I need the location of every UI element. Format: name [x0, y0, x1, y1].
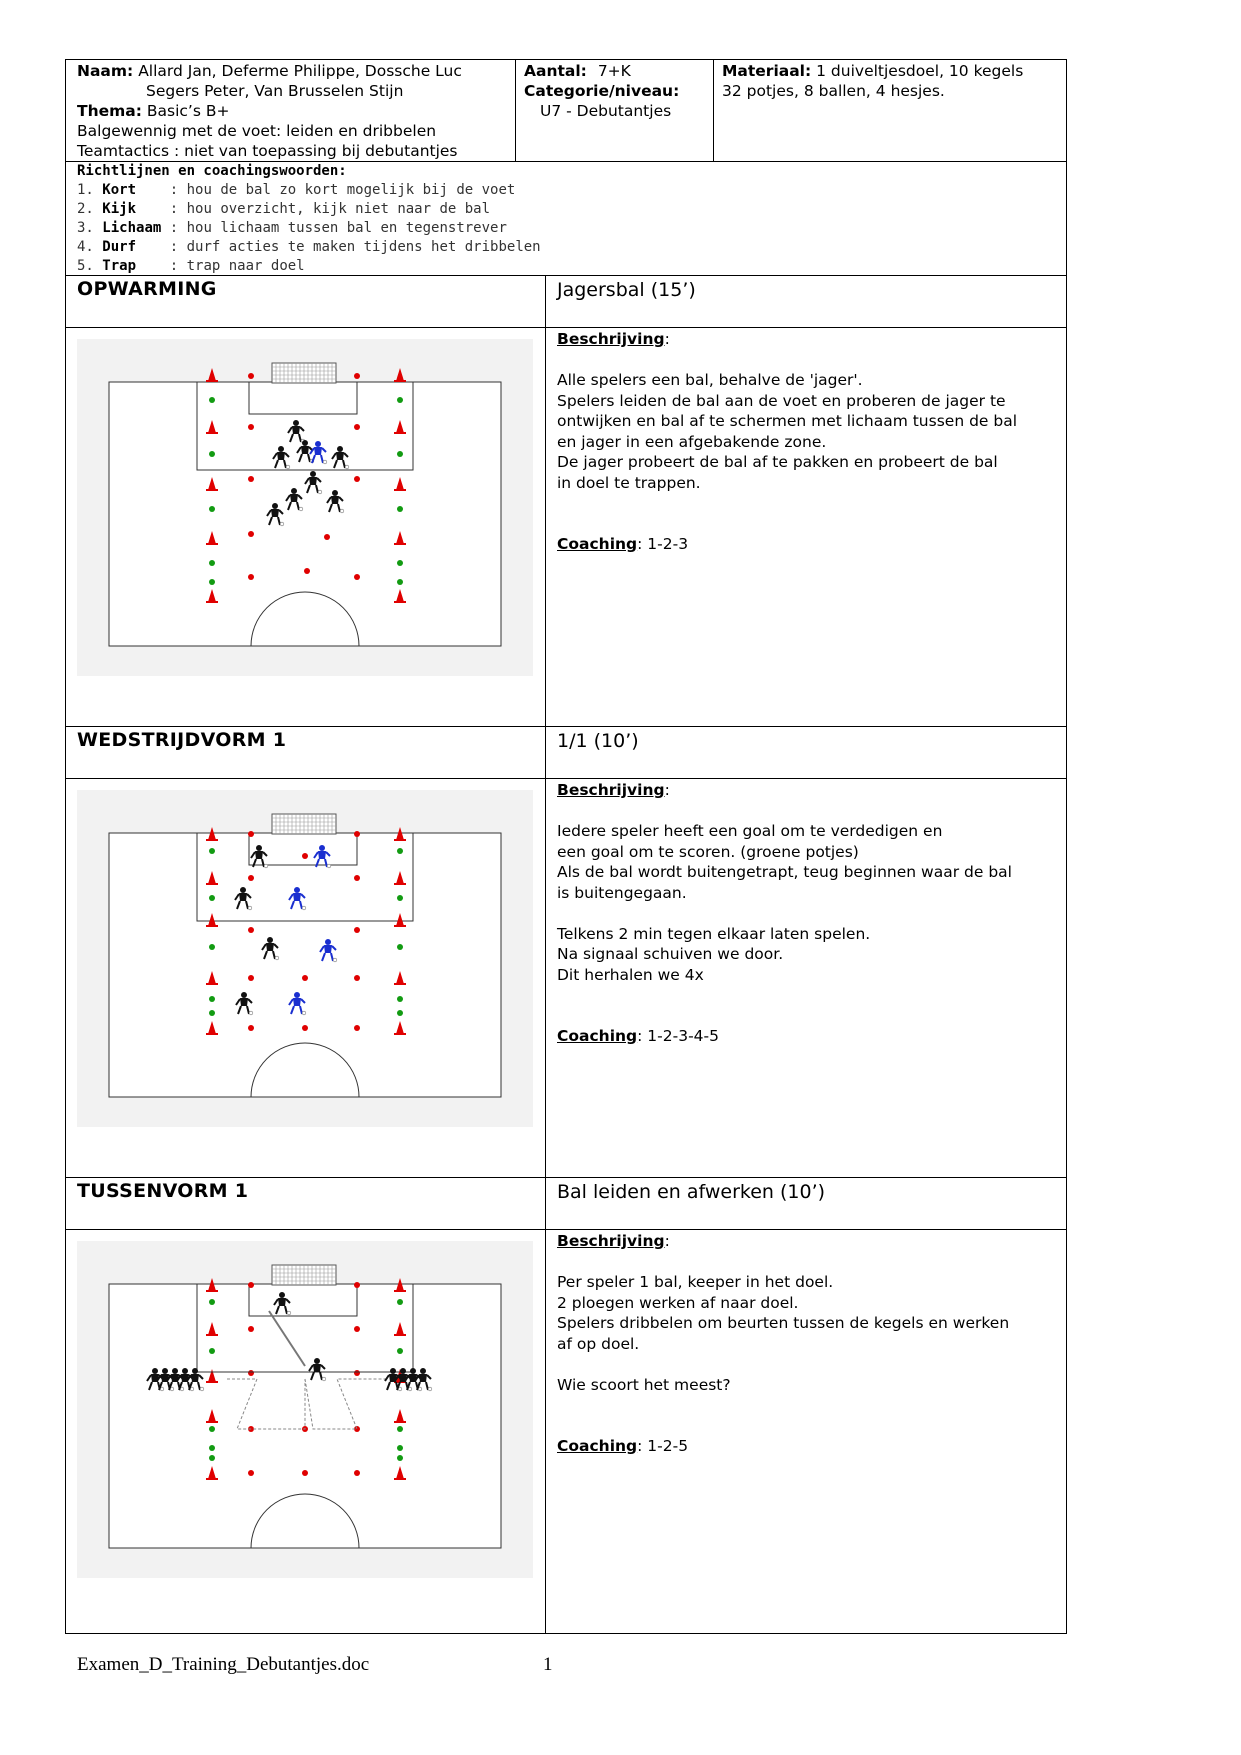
guideline-number: 3.: [77, 220, 103, 236]
section3-title-bottom: [65, 1229, 1067, 1230]
description-line: een goal om te scoren. (groene potjes): [557, 842, 859, 861]
goal-net-icon: [272, 814, 336, 834]
naam-line: [77, 61, 462, 81]
description-line: Wie scoort het meest?: [557, 1375, 731, 1394]
coaching-value: : 1-2-3: [637, 535, 689, 553]
guideline-item: [77, 257, 305, 276]
description-line: De jager probeert de bal af te pakken en probeert de bal: [557, 453, 998, 471]
cone-base-icon: [394, 1290, 406, 1292]
green-pot-marker: [397, 1455, 403, 1461]
cone-base-icon: [206, 883, 218, 885]
guideline-text: : hou de bal zo kort mogelijk bij de voet: [161, 182, 516, 198]
green-pot-marker: [397, 1426, 403, 1432]
green-pot-marker: [397, 1445, 403, 1451]
red-pot-marker: [354, 373, 360, 379]
guideline-item: [77, 238, 541, 257]
red-pot-marker: [302, 1025, 308, 1031]
pitch-outline: [109, 833, 501, 1097]
red-pot-marker: [248, 531, 254, 537]
cone-icon: [396, 368, 404, 381]
cone-base-icon: [394, 925, 406, 927]
green-pot-marker: [209, 848, 215, 854]
green-pot-marker: [209, 1445, 215, 1451]
cone-icon: [208, 368, 216, 381]
cone-base-icon: [394, 543, 406, 545]
guideline-number: 5.: [77, 258, 103, 274]
cone-base-icon: [394, 983, 406, 985]
drill-diagram-tussenvorm: [77, 1241, 533, 1578]
goal-net-icon: [272, 1265, 336, 1285]
cone-base-icon: [206, 432, 218, 434]
coaching-label: Coaching: [557, 1027, 638, 1045]
description-label: Beschrijving: [557, 781, 665, 799]
cone-base-icon: [206, 983, 218, 985]
pitch-outline: [109, 1284, 501, 1548]
categorie-label: Categorie/niveau:: [524, 82, 680, 100]
description-tussenvorm: Beschrijving: Per speler 1 bal, keeper in het doel. 2 ploegen werken af naar doel. Spelers dribbelen om beurten tussen de kegels en werken af op doel. Wie scoort het meest? Coaching: 1-2-5: [557, 1231, 1057, 1457]
section-title-tussenvorm: TUSSENVORM 1: [77, 1180, 249, 1202]
red-pot-marker: [248, 373, 254, 379]
cone-base-icon: [206, 601, 218, 603]
aantal-value: 7+K: [597, 62, 631, 80]
green-pot-marker: [397, 944, 403, 950]
cone-base-icon: [394, 432, 406, 434]
red-pot-marker: [248, 1282, 254, 1288]
naam-label: Naam:: [77, 62, 134, 80]
section2-title-bottom: [65, 778, 1067, 779]
section-time-wedstrijdvorm: 1/1 (10’): [557, 730, 639, 752]
section-title-wedstrijdvorm: WEDSTRIJDVORM 1: [77, 729, 287, 751]
header-col-divider-2: [713, 59, 714, 162]
red-pot-marker: [354, 875, 360, 881]
description-line: Alle spelers een bal, behalve de 'jager'.: [557, 371, 863, 389]
description-label: Beschrijving: [557, 330, 665, 348]
guidelines-title: Richtlijnen en coachingswoorden:: [77, 163, 347, 179]
cone-base-icon: [394, 489, 406, 491]
description-line: Spelers dribbelen om beurten tussen de kegels en werken: [557, 1314, 1010, 1332]
green-pot-marker: [397, 1010, 403, 1016]
table-border-right: [1066, 59, 1067, 1634]
cone-base-icon: [206, 839, 218, 841]
section2-bottom: [65, 1177, 1067, 1178]
red-pot-marker: [248, 927, 254, 933]
green-pot-marker: [397, 996, 403, 1002]
guideline-text: : trap naar doel: [161, 258, 305, 274]
description-wedstrijdvorm: Beschrijving: Iedere speler heeft een goal om te verdedigen en een goal om te scoren. (groene potjes) Als de bal wordt buitengetrapt, teug beginnen waar de bal is buitengegaan. Telkens 2 min tegen elkaar laten spelen. Na signaal schuiven we door. Dit herhalen we 4x Coaching: 1-2-3-4-5: [557, 780, 1057, 1047]
cone-base-icon: [394, 1033, 406, 1035]
cone-base-icon: [394, 1421, 406, 1423]
guideline-keyword: Lichaam: [102, 220, 162, 236]
guideline-text: : hou lichaam tussen bal en tegenstrever: [161, 220, 507, 236]
green-pot-marker: [397, 1299, 403, 1305]
red-pot-marker: [354, 1282, 360, 1288]
cone-base-icon: [394, 1478, 406, 1480]
section-title-opwarming: OPWARMING: [77, 278, 217, 300]
cone-base-icon: [394, 380, 406, 382]
cone-base-icon: [206, 1334, 218, 1336]
red-pot-marker: [354, 927, 360, 933]
red-pot-marker: [354, 574, 360, 580]
red-pot-marker: [248, 975, 254, 981]
cone-base-icon: [206, 925, 218, 927]
thema-label: Thema:: [77, 102, 142, 120]
balgewenning-line: Balgewennig met de voet: leiden en dribbelen: [77, 122, 437, 140]
red-pot-marker: [248, 875, 254, 881]
aantal-label: Aantal:: [524, 62, 587, 80]
coaching-label: Coaching: [557, 1437, 638, 1455]
description-line: [557, 1354, 1057, 1375]
red-pot-marker: [248, 574, 254, 580]
cone-base-icon: [394, 839, 406, 841]
description-text: [557, 821, 1057, 985]
section-time-opwarming: Jagersbal (15’): [557, 279, 696, 301]
green-pot-marker: [209, 895, 215, 901]
green-pot-marker: [397, 506, 403, 512]
section-time-tussenvorm: Bal leiden en afwerken (10’): [557, 1181, 826, 1203]
description-line: Telkens 2 min tegen elkaar laten spelen.: [557, 924, 871, 943]
guideline-keyword: Kijk: [102, 201, 162, 217]
description-line: en jager in een afgebakende zone.: [557, 432, 827, 451]
guideline-item: [77, 200, 490, 219]
red-pot-marker: [354, 424, 360, 430]
green-pot-marker: [209, 996, 215, 1002]
sections-col-divider: [545, 275, 546, 1634]
thema-value: Basic’s B+: [146, 102, 230, 120]
red-pot-marker: [248, 1370, 254, 1376]
materiaal-line-2: 32 potjes, 8 ballen, 4 hesjes.: [722, 82, 945, 100]
goal-net-icon: [272, 363, 336, 383]
red-pot-marker: [354, 831, 360, 837]
section1-bottom: [65, 726, 1067, 727]
description-line: [557, 903, 1057, 924]
description-line: Als de bal wordt buitengetrapt, teug beginnen waar de bal: [557, 863, 1012, 881]
cone-base-icon: [206, 1381, 218, 1383]
table-border-bottom: [65, 1633, 1067, 1634]
green-pot-marker: [209, 944, 215, 950]
red-pot-marker: [304, 568, 310, 574]
green-pot-marker: [209, 1299, 215, 1305]
description-text: [557, 1272, 1057, 1395]
red-pot-marker: [248, 1326, 254, 1332]
green-pot-marker: [209, 1426, 215, 1432]
cone-base-icon: [394, 601, 406, 603]
red-pot-marker: [354, 1370, 360, 1376]
guideline-item: [77, 181, 515, 200]
description-label: Beschrijving: [557, 1232, 665, 1250]
red-pot-marker: [248, 1025, 254, 1031]
description-line: Spelers leiden de bal aan de voet en proberen de jager te: [557, 391, 1006, 410]
naam-line-2: Segers Peter, Van Brusselen Stijn: [146, 82, 404, 100]
materiaal-value: 1 duiveltjesdoel, 10 kegels: [816, 62, 1024, 80]
cone-base-icon: [394, 883, 406, 885]
description-line: Dit herhalen we 4x: [557, 965, 704, 984]
red-pot-marker: [302, 1470, 308, 1476]
description-line: Per speler 1 bal, keeper in het doel.: [557, 1273, 834, 1291]
guideline-number: 2.: [77, 201, 103, 217]
materiaal-line: [722, 61, 1023, 81]
cone-base-icon: [206, 543, 218, 545]
coaching-label: Coaching: [557, 535, 638, 553]
description-line: is buitengegaan.: [557, 883, 687, 902]
guideline-text: : hou overzicht, kijk niet naar de bal: [161, 201, 491, 217]
green-pot-marker: [397, 397, 403, 403]
section1-title-bottom: [65, 327, 1067, 328]
red-pot-marker: [248, 831, 254, 837]
green-pot-marker: [397, 895, 403, 901]
cone-base-icon: [206, 1033, 218, 1035]
red-pot-marker: [248, 424, 254, 430]
green-pot-marker: [209, 579, 215, 585]
table-border-top: [65, 59, 1067, 60]
cone-base-icon: [394, 1334, 406, 1336]
footer-filename: Examen_D_Training_Debutantjes.doc: [77, 1654, 370, 1675]
red-pot-marker: [302, 975, 308, 981]
aantal-line: [524, 61, 631, 81]
red-pot-marker: [354, 975, 360, 981]
categorie-value: U7 - Debutantjes: [540, 102, 672, 120]
guideline-item: [77, 219, 507, 238]
description-text: [557, 370, 1057, 493]
green-pot-marker: [209, 1010, 215, 1016]
guideline-number: 1.: [77, 182, 103, 198]
guideline-text: : durf acties te maken tijdens het dribbelen: [161, 239, 541, 255]
green-pot-marker: [209, 1348, 215, 1354]
cone-base-icon: [206, 1290, 218, 1292]
green-pot-marker: [397, 579, 403, 585]
cone-base-icon: [206, 1421, 218, 1423]
red-pot-marker: [248, 1470, 254, 1476]
description-line: ontwijken en bal af te schermen met lichaam tussen de bal: [557, 412, 1018, 430]
drill-diagram-opwarming: [77, 339, 533, 676]
green-pot-marker: [397, 560, 403, 566]
guideline-keyword: Trap: [102, 258, 162, 274]
description-line: af op doel.: [557, 1334, 640, 1353]
thema-line: [77, 101, 229, 121]
red-pot-marker: [354, 476, 360, 482]
description-line: in doel te trappen.: [557, 473, 701, 492]
coaching-value: : 1-2-3-4-5: [637, 1027, 719, 1045]
red-pot-marker: [302, 853, 308, 859]
green-pot-marker: [397, 451, 403, 457]
green-pot-marker: [209, 397, 215, 403]
red-pot-marker: [354, 1326, 360, 1332]
red-pot-marker: [354, 1470, 360, 1476]
guideline-keyword: Kort: [102, 182, 162, 198]
cone-base-icon: [206, 1478, 218, 1480]
naam-value: Allard Jan, Deferme Philippe, Dossche Luc: [138, 62, 462, 80]
pitch-outline: [109, 382, 501, 646]
green-pot-marker: [209, 560, 215, 566]
footer-page-number: 1: [543, 1654, 553, 1675]
description-line: 2 ploegen werken af naar doel.: [557, 1293, 799, 1312]
table-border-left: [65, 59, 66, 1634]
header-col-divider-1: [515, 59, 516, 162]
red-pot-marker: [354, 1025, 360, 1031]
guideline-keyword: Durf: [102, 239, 162, 255]
green-pot-marker: [397, 1348, 403, 1354]
coaching-value: : 1-2-5: [637, 1437, 689, 1455]
teamtactics-line: Teamtactics : niet van toepassing bij debutantjes: [77, 142, 458, 160]
drill-diagram-wedstrijdvorm: [77, 790, 533, 1127]
materiaal-label: Materiaal:: [722, 62, 812, 80]
description-line: Iedere speler heeft een goal om te verdedigen en: [557, 822, 943, 840]
guideline-number: 4.: [77, 239, 103, 255]
cone-base-icon: [206, 380, 218, 382]
green-pot-marker: [209, 1455, 215, 1461]
description-line: Na signaal schuiven we door.: [557, 945, 784, 963]
green-pot-marker: [397, 848, 403, 854]
green-pot-marker: [209, 451, 215, 457]
red-pot-marker: [324, 534, 330, 540]
cone-base-icon: [206, 489, 218, 491]
description-opwarming: Beschrijving: Alle spelers een bal, behalve de 'jager'. Spelers leiden de bal aan de voet en proberen de jager te ontwijken en bal af te schermen met lichaam tussen de bal en jager in een afgebakende zone. De jager probeert de bal af te pakken en probeert de bal in doel te trappen. Coaching: 1-2-3: [557, 329, 1057, 555]
green-pot-marker: [209, 506, 215, 512]
red-pot-marker: [248, 476, 254, 482]
